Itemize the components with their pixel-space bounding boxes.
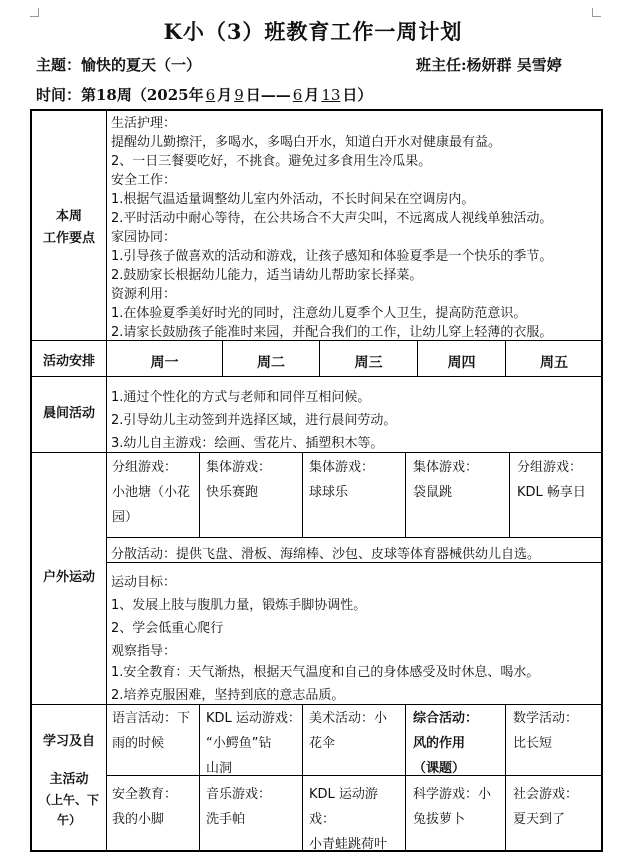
activity-name: 比长短 [513, 736, 553, 751]
label-column-divider [106, 110, 107, 851]
column-divider [405, 453, 406, 537]
outdoor-goal-line: 2.培养克服困难，坚持到底的意志品质。 [111, 688, 345, 703]
time-month-label-start: 月 [217, 86, 233, 104]
focus-line: 提醒幼儿勤擦汗，多喝水，多喝白开水，知道白开水对健康最有益。 [111, 135, 502, 150]
activity-name: “小鳄鱼”钻 [206, 736, 272, 751]
activity-name-cont: 山洞 [206, 761, 233, 776]
column-divider [199, 705, 200, 851]
week-focus-label [32, 206, 106, 250]
learning-label [32, 732, 106, 830]
theme-value: 愉快的夏天（一） [81, 56, 202, 74]
game-name: KDL 畅享日 [517, 485, 586, 500]
time-separator: 日—— [245, 86, 291, 104]
activity-note: （课题） [413, 761, 466, 776]
focus-line: 1.根据气温适量调整幼儿室内外活动，不长时间呆在空调房内。 [111, 192, 475, 207]
game-type: 集体游戏： [413, 460, 479, 475]
outdoor-goal-line: 运动目标： [111, 575, 177, 590]
outdoor-label: 户外运动 [42, 570, 95, 585]
activity-type: 音乐游戏： [206, 787, 272, 802]
time-suffix: 日） [342, 86, 373, 104]
time-month-label-end: 月 [304, 86, 320, 104]
time-day-start: 9 [234, 86, 244, 104]
outdoor-game-tuesday [206, 455, 300, 505]
activity-name: 夏天到了 [513, 812, 566, 827]
game-name: 袋鼠跳 [413, 485, 453, 500]
learning-wednesday-pm [309, 782, 403, 857]
week-focus-label-line: 本周 [55, 209, 82, 224]
day-tuesday: 周二 [257, 355, 285, 371]
learning-label-line: （上午、下 [38, 793, 99, 807]
game-name: 小池塘（小花 [112, 485, 191, 500]
time-day-end: 13 [321, 86, 341, 104]
column-divider [302, 453, 303, 537]
row-divider [31, 340, 602, 341]
time-prefix: 时间：第18周（2025年 [36, 86, 204, 104]
time-line [36, 84, 372, 105]
activity-type: KDL 运动游戏： [309, 787, 378, 827]
day-monday: 周一 [150, 355, 179, 371]
outdoor-game-friday [517, 455, 601, 505]
learning-monday-pm [112, 782, 198, 832]
focus-line: 2、一日三餐要吃好，不挑食。避免过多食用生冷瓜果。 [111, 154, 432, 169]
learning-label-line: 午） [56, 813, 81, 827]
learning-friday-am [513, 706, 601, 756]
game-type: 集体游戏： [309, 460, 375, 475]
scatter-activity: 分散活动：提供飞盘、滑板、海绵棒、沙包、皮球等体育器械供幼儿自选。 [111, 547, 541, 562]
teacher-label: 班主任: [416, 56, 467, 74]
game-name-cont: 园） [112, 510, 139, 525]
focus-line: 家园协同： [111, 230, 177, 245]
activity-name: 雨的时候 [112, 736, 165, 751]
day-friday: 周五 [540, 355, 568, 371]
row-divider [106, 775, 602, 776]
column-divider [505, 705, 506, 851]
focus-line: 资源利用： [111, 287, 177, 302]
activity-type: 综合活动： [413, 711, 479, 726]
activity-name: 小青蛙跳荷叶 [309, 837, 388, 852]
learning-label-line: 主活动 [49, 772, 89, 787]
focus-line: 2.请家长鼓励孩子能准时来园，并配合我们的工作，让幼儿穿上轻薄的衣服。 [111, 325, 553, 340]
day-wednesday: 周三 [354, 355, 383, 371]
activity-type: KDL 运动游戏： [206, 711, 301, 726]
outdoor-goal-line: 1.安全教育：天气渐热，根据天气温度和自己的身体感受及时休息、喝水。 [111, 665, 540, 680]
focus-line: 1.引导孩子做喜欢的活动和游戏，让孩子感知和体验夏季是一个快乐的季节。 [111, 249, 553, 264]
learning-friday-pm [513, 782, 601, 832]
game-type: 分组游戏： [517, 460, 583, 475]
focus-line: 2.平时活动中耐心等待，在公共场合不大声尖叫，不远离成人视线单独活动。 [111, 211, 553, 226]
activity-name: 我的小脚 [112, 812, 165, 827]
column-divider [199, 453, 200, 537]
time-month-start: 6 [205, 86, 216, 104]
learning-label-spacer [32, 752, 106, 770]
outdoor-goal-line: 1、发展上肢与腹肌力量，锻炼手脚协调性。 [111, 598, 367, 613]
teacher-value: 杨妍群 吴雪婷 [466, 56, 562, 74]
row-divider [31, 704, 602, 705]
learning-thursday-pm [413, 782, 503, 832]
activity-name: 洗手帕 [206, 812, 246, 827]
outdoor-goal-line: 2、学会低重心爬行 [111, 621, 224, 636]
outdoor-game-wednesday [309, 455, 403, 505]
focus-line: 2.鼓励家长根据幼儿能力，适当请幼儿帮助家长择菜。 [111, 268, 423, 283]
activity-type: 数学活动： [513, 711, 579, 726]
page-title: K小（3）班教育工作一周计划 [163, 19, 463, 44]
row-divider [106, 537, 602, 538]
focus-line: 1.在体验夏季美好时光的同时，注意幼儿夏季个人卫生，提高防范意识。 [111, 306, 527, 321]
learning-wednesday-am [309, 706, 403, 756]
activity-type: 安全教育： [112, 787, 178, 802]
activity-name: 风的作用 [413, 736, 466, 751]
column-divider [302, 705, 303, 851]
theme-line [36, 54, 201, 75]
morning-label: 晨间活动 [42, 406, 95, 421]
activity-name: 花伞 [309, 736, 336, 751]
morning-line: 1.通过个性化的方式与老师和同伴互相问候。 [111, 390, 371, 405]
activity-type: 社会游戏： [513, 787, 579, 802]
activity-type: 语言活动：下 [112, 711, 191, 726]
morning-line: 2.引导幼儿主动签到并选择区域，进行晨间劳动。 [111, 413, 397, 428]
teacher-line [416, 54, 562, 75]
learning-thursday-am [413, 706, 503, 781]
outdoor-game-thursday [413, 455, 507, 505]
game-type: 集体游戏： [206, 460, 272, 475]
column-divider [509, 453, 510, 537]
game-type: 分组游戏： [112, 460, 178, 475]
game-name: 快乐赛跑 [206, 485, 259, 500]
schedule-label: 活动安排 [42, 354, 95, 369]
focus-line: 安全工作： [111, 173, 177, 188]
column-divider [405, 705, 406, 851]
activity-type: 科学游戏：小 [413, 787, 492, 802]
row-divider [31, 376, 602, 377]
outdoor-game-monday [112, 455, 198, 530]
learning-tuesday-am [206, 706, 301, 781]
week-focus-label-line: 工作要点 [42, 231, 95, 246]
learning-monday-am [112, 706, 198, 756]
day-thursday: 周四 [447, 355, 476, 371]
row-divider [106, 562, 602, 563]
activity-type: 美术活动：小 [309, 711, 388, 726]
time-month-end: 6 [292, 86, 303, 104]
morning-line: 3.幼儿自主游戏：绘画、雪花片、插塑积木等。 [111, 436, 384, 451]
outdoor-goal-line: 观察指导： [111, 644, 177, 659]
game-name: 球球乐 [309, 485, 349, 500]
learning-tuesday-pm [206, 782, 301, 832]
activity-name: 兔拔萝卜 [413, 812, 466, 827]
focus-line: 生活护理： [111, 116, 177, 131]
row-divider [31, 452, 602, 453]
learning-label-line: 学习及自 [42, 734, 95, 749]
theme-label: 主题： [36, 56, 82, 74]
